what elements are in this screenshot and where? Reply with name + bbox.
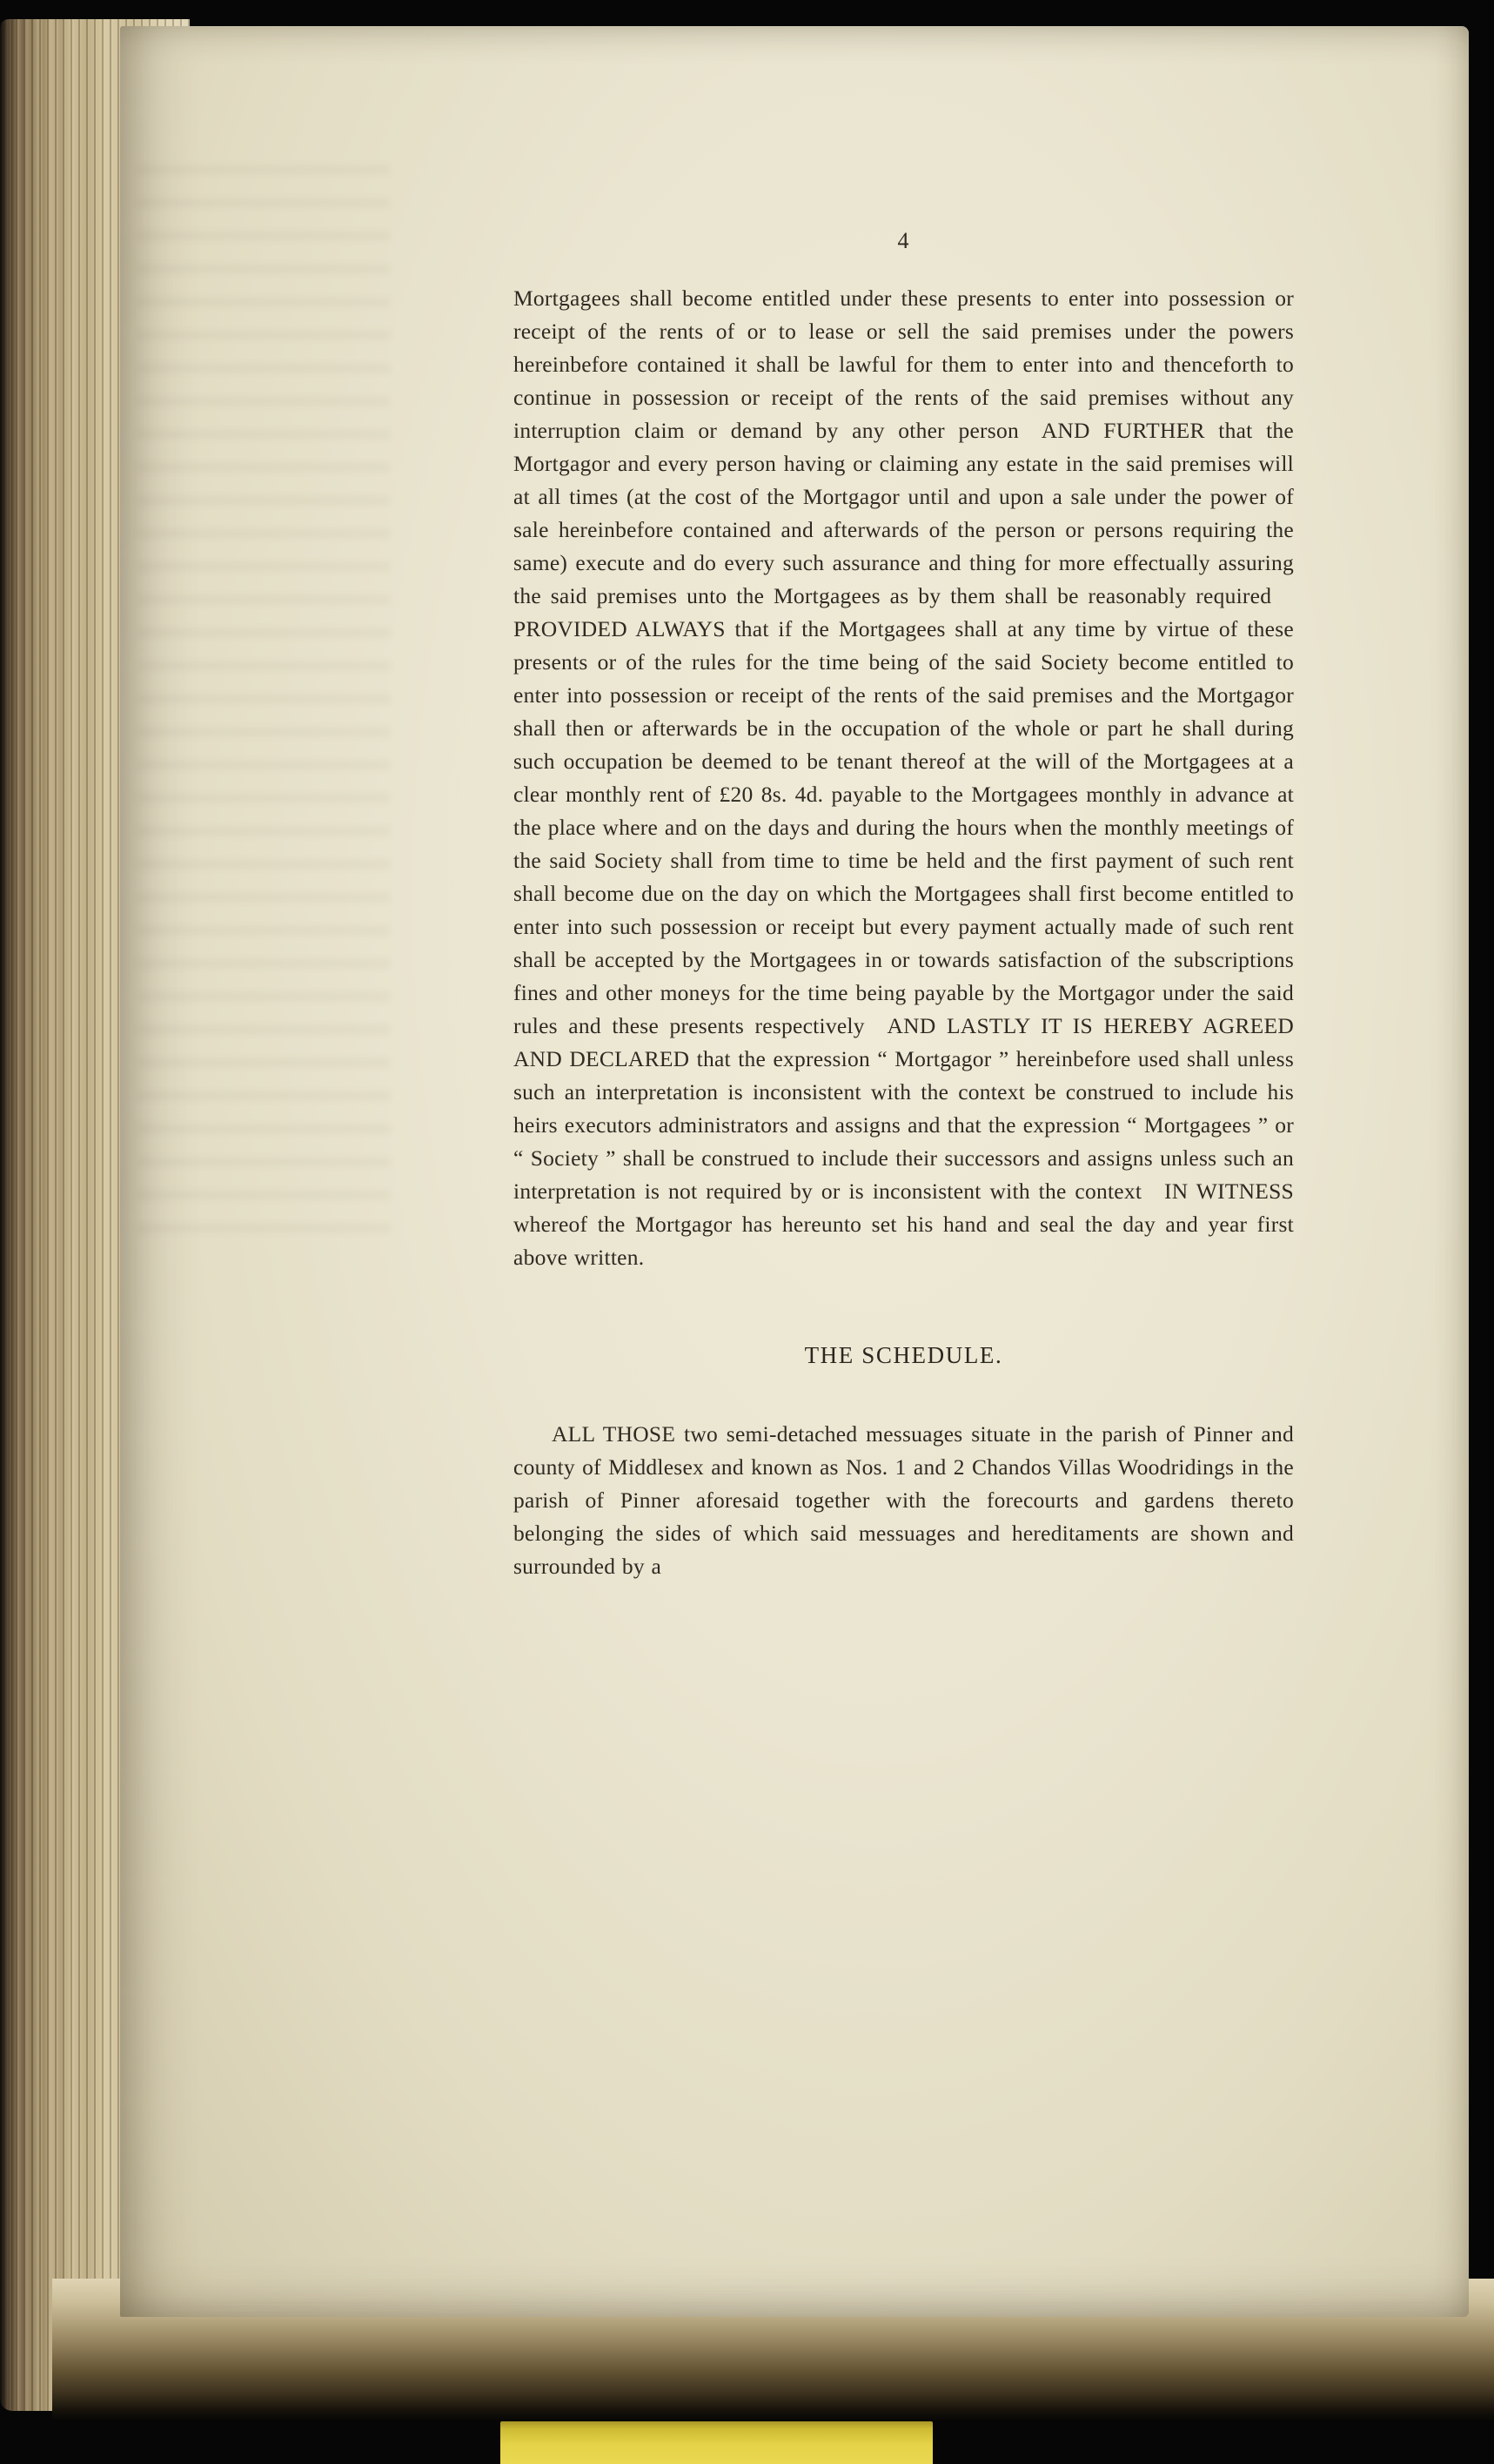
page-number: 4 xyxy=(897,228,910,253)
page-content xyxy=(513,228,1294,1583)
schedule-heading: THE SCHEDULE. xyxy=(804,1342,1003,1368)
yellow-paper-slip xyxy=(500,2421,933,2464)
deed-body-paragraph: Mortgagees shall become entitled under these presents to enter into possession or receipt of the rents of or to lease or sell the said premises under the powers hereinbefore contained it shall be lawful for them to enter into and thenceforth to continue in possession or receipt of the rents of the said premises without any interruption claim or demand by any other person AND FURTHER that the Mortgagor and every person having or claiming any estate in the said premises will at all times (at the cost of the Mortgagor until and upon a sale under the power of sale hereinbefore contained and afterwards of the person or persons requiring the same) execute and do every such assurance and thing for more effectually assuring the said premises unto the Mortgagees as by them shall be reasonably required PROVIDED ALWAYS that if the Mortgagees shall at any time by virtue of these presents or of the rules for the time being of the said Society become entitled to enter into possession or receipt of the rents of the said premises and the Mortgagor shall then or afterwards be in the occupation of the whole or part he shall during such occupation be deemed to be tenant thereof at the will of the Mortgagees at a clear monthly rent of £20 8s. 4d. payable to the Mortgagees monthly in advance at the place where and on the days and during the hours when the monthly meetings of the said Society shall from time to time be held and the first payment of such rent shall become due on the day on which the Mortgagees shall first become entitled to enter into such possession or receipt but every payment actually made of such rent shall be accepted by the Mortgagees in or towards satisfaction of the subscriptions fines and other moneys for the time being payable by the Mortgagor under the said rules and these presents respectively AND LASTLY IT IS HEREBY AGREED AND DECLARED that the expression “ Mortgagor ” hereinbefore used shall unless such an interpretation is inconsistent with the context be construed to include his heirs executors administrators and assigns and that the expression “ Mortgagees ” or “ Society ” shall be construed to include their successors and assigns unless such an interpretation is not required by or is inconsistent with the context IN WITNESS whereof the Mortgagor has hereunto set his hand and seal the day and year first above written. xyxy=(513,285,1294,1270)
schedule-paragraph: ALL THOSE two semi-detached messuages situate in the parish of Pinner and county of Middlesex and known as Nos. 1 and 2 Chandos Villas Woodridings in the parish of Pinner aforesaid together with the forecourts and gardens thereto belonging the sides of which said messuages and hereditaments are shown and surrounded by a xyxy=(513,1421,1294,1579)
deed-page xyxy=(120,26,1469,2317)
